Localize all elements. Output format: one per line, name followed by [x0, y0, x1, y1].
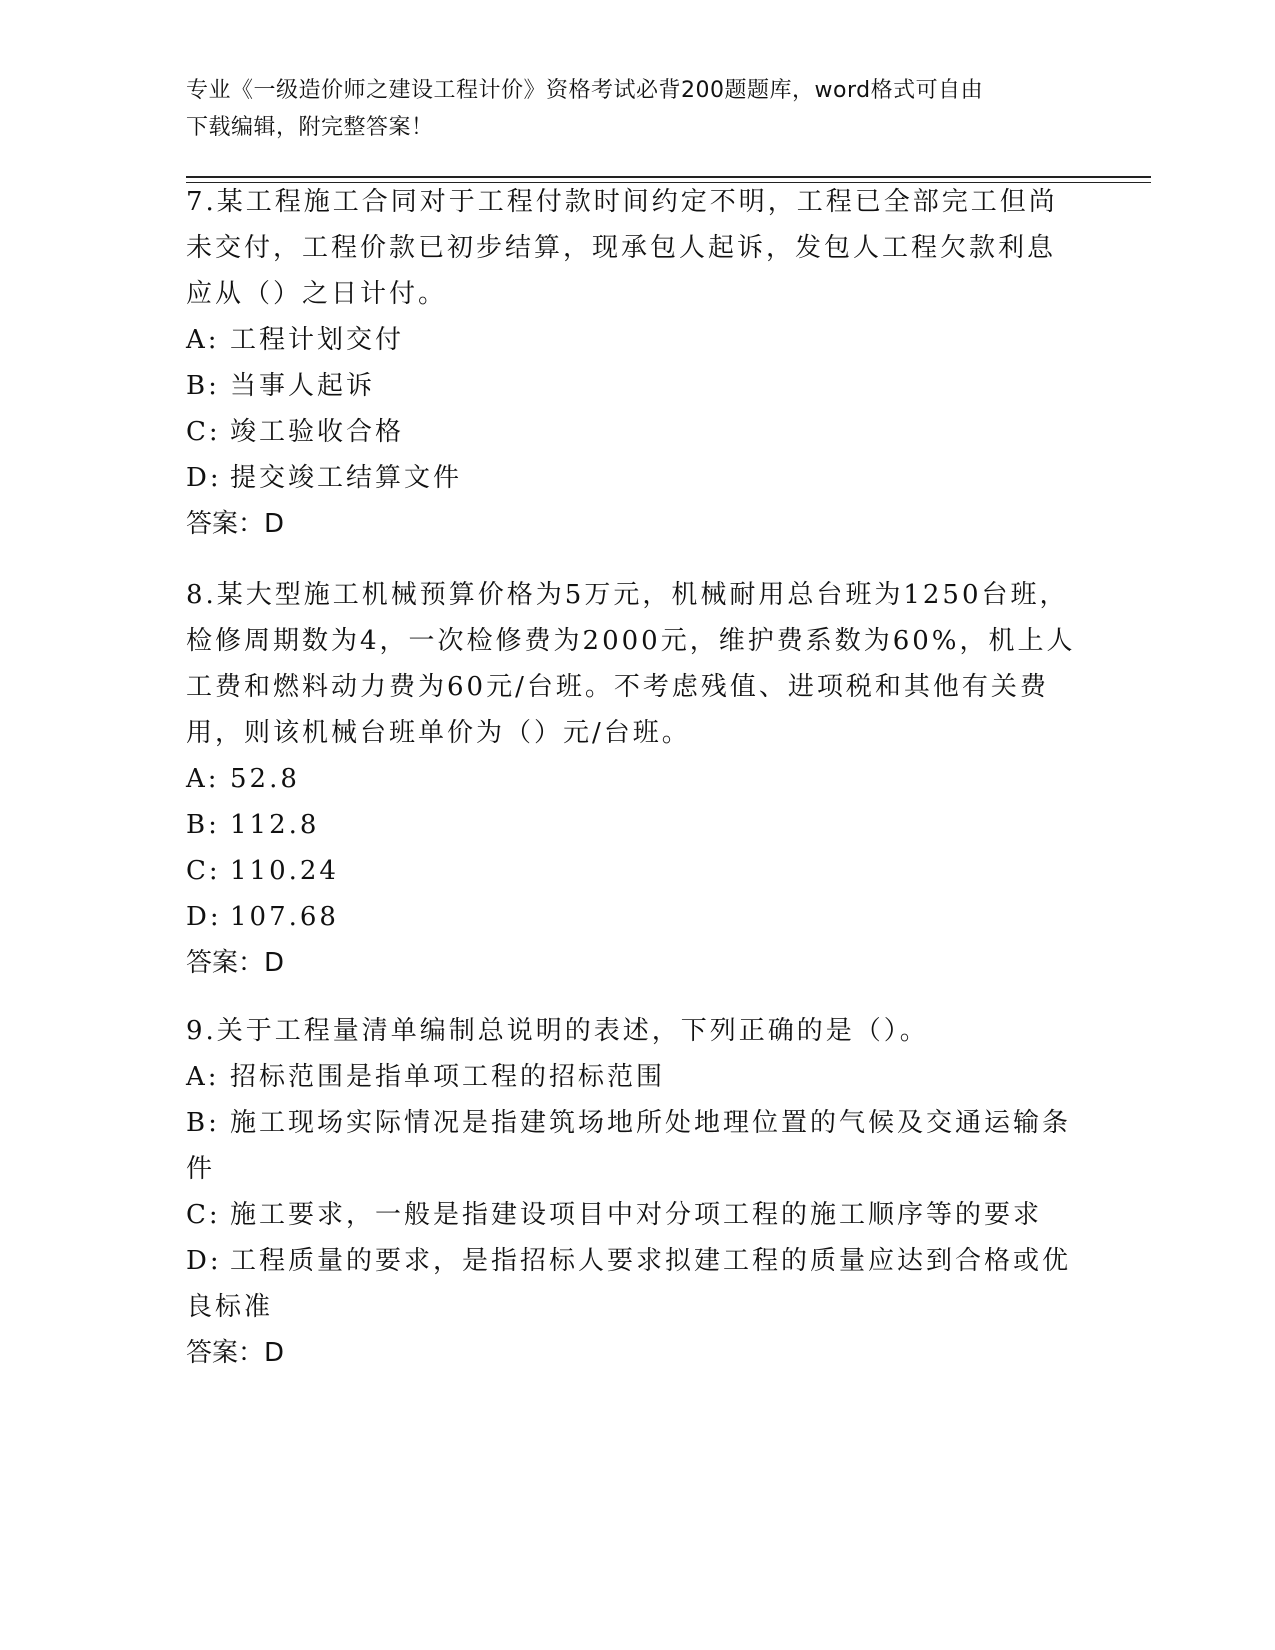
- question-9-option-b: B: 施工现场实际情况是指建筑场地所处地理位置的气候及交通运输条: [186, 1108, 1072, 1138]
- question-9-line-1: 9.关于工程量清单编制总说明的表述，下列正确的是（）。: [186, 1016, 929, 1046]
- question-7-option-d: D: 提交竣工结算文件: [186, 463, 463, 493]
- question-9-option-b-continued: 件: [186, 1154, 216, 1184]
- document-header: [186, 72, 1066, 146]
- question-7-line-3: 应从（）之日计付。: [186, 279, 448, 309]
- question-8-answer: 答案：D: [186, 948, 285, 978]
- question-8-option-d: D: 107.68: [186, 902, 339, 932]
- header-rule-thick: [186, 176, 1151, 178]
- question-8-line-4: 用，则该机械台班单价为（）元/台班。: [186, 718, 691, 748]
- question-8-line-1: 8.某大型施工机械预算价格为5万元，机械耐用总台班为1250台班，: [186, 580, 1069, 610]
- question-8-option-b: B: 112.8: [186, 810, 320, 840]
- question-7-option-a: A: 工程计划交付: [186, 325, 405, 355]
- question-8-line-3: 工费和燃料动力费为60元/台班。不考虑残值、进项税和其他有关费: [186, 672, 1049, 702]
- question-7: [186, 179, 1076, 547]
- question-8-option-a: A: 52.8: [186, 764, 300, 794]
- question-9-option-c: C: 施工要求，一般是指建设项目中对分项工程的施工顺序等的要求: [186, 1200, 1043, 1230]
- header-line-1: 专业《一级造价师之建设工程计价》资格考试必背200题题库，word格式可自由: [186, 78, 984, 103]
- question-8-option-c: C: 110.24: [186, 856, 339, 886]
- header-line-2: 下载编辑，附完整答案！: [186, 115, 434, 140]
- question-9: [186, 1008, 1076, 1376]
- question-7-option-c: C: 竣工验收合格: [186, 417, 405, 447]
- question-9-answer: 答案：D: [186, 1338, 285, 1368]
- question-9-option-d: D: 工程质量的要求，是指招标人要求拟建工程的质量应达到合格或优: [186, 1246, 1072, 1276]
- question-7-line-1: 7.某工程施工合同对于工程付款时间约定不明，工程已全部完工但尚: [186, 187, 1058, 217]
- question-7-answer: 答案：D: [186, 509, 285, 539]
- question-7-line-2: 未交付，工程价款已初步结算，现承包人起诉，发包人工程欠款利息: [186, 233, 1057, 263]
- question-9-option-d-continued: 良标准: [186, 1292, 274, 1322]
- question-8-line-2: 检修周期数为4，一次检修费为2000元，维护费系数为60%，机上人: [186, 626, 1076, 656]
- question-8: [186, 572, 1076, 986]
- question-7-option-b: B: 当事人起诉: [186, 371, 376, 401]
- question-9-option-a: A: 招标范围是指单项工程的招标范围: [186, 1062, 666, 1092]
